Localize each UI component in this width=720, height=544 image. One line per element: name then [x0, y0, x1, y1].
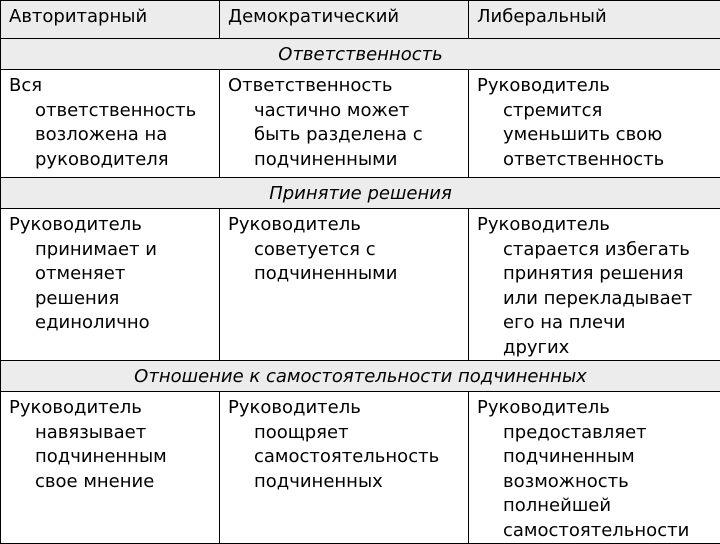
cell-text-line: единолично — [9, 311, 217, 336]
cell-text-line: навязывает — [9, 421, 217, 446]
cell-text-line: или перекладывает — [477, 287, 718, 312]
cell-text-line: подчиненными — [228, 148, 466, 173]
cell-text-line: подчиненных — [228, 470, 466, 495]
cell-text-line: подчиненными — [228, 262, 466, 287]
cell-text-line: Вся — [9, 74, 217, 99]
cell-text-line: Руководитель — [228, 213, 466, 238]
header-liberal-label: Либеральный — [469, 1, 720, 30]
cell-text-line: Руководитель — [9, 396, 217, 421]
section-title-decision: Принятие решения — [1, 178, 720, 207]
cell-text-line: подчиненным — [477, 445, 718, 470]
cell-text-line: предоставляет — [477, 421, 718, 446]
cell-text-line: Руководитель — [477, 74, 718, 99]
cell-text-line: частично может — [228, 99, 466, 124]
cell-text-line: решения — [9, 287, 217, 312]
section-row-responsibility — [1, 39, 720, 70]
cell-text-line: старается избегать — [477, 238, 718, 263]
table-row-responsibility — [1, 70, 720, 178]
section-title-independence: Отношение к самостоятельности подчиненных — [1, 361, 720, 390]
cell-text-line: самостоятельности — [477, 519, 718, 544]
cell-text-line: советуется с — [228, 238, 466, 263]
cell-text-line: Руководитель — [9, 213, 217, 238]
cell-democratic-responsibility — [220, 70, 469, 178]
header-authoritarian-label: Авторитарный — [1, 1, 219, 30]
section-title-cell — [1, 361, 720, 392]
cell-text-line: его на плечи — [477, 311, 718, 336]
cell-text-line: отменяет — [9, 262, 217, 287]
cell-text-line: поощряет — [228, 421, 466, 446]
cell-text-line: руководителя — [9, 148, 217, 173]
cell-text-line: самостоятельность — [228, 445, 466, 470]
cell-liberal-decision — [469, 209, 720, 361]
cell-democratic-decision — [220, 209, 469, 361]
cell-authoritarian-independence — [1, 392, 220, 544]
cell-text-line: возложена на — [9, 123, 217, 148]
cell-text-line: ответственность — [9, 99, 217, 124]
section-row-decision — [1, 178, 720, 209]
cell-text-line: других — [477, 336, 718, 361]
table-row-independence — [1, 392, 720, 544]
section-row-independence — [1, 361, 720, 392]
cell-text-line: Руководитель — [228, 396, 466, 421]
cell-liberal-responsibility — [469, 70, 720, 178]
cell-text-line: быть разделена с — [228, 123, 466, 148]
cell-text-line: уменьшить свою — [477, 123, 718, 148]
section-title-cell — [1, 178, 720, 209]
cell-text-line: подчиненным — [9, 445, 217, 470]
cell-authoritarian-decision — [1, 209, 220, 361]
header-democratic-label: Демократический — [220, 1, 468, 30]
header-authoritarian — [1, 1, 220, 39]
cell-text-line: полнейшей — [477, 494, 718, 519]
table-row-decision — [1, 209, 720, 361]
cell-text-line: принятия решения — [477, 262, 718, 287]
cell-text-line: возможность — [477, 470, 718, 495]
section-title-responsibility: Ответственность — [1, 39, 720, 68]
section-title-cell — [1, 39, 720, 70]
header-row — [1, 1, 720, 39]
cell-text-line: ответственность — [477, 148, 718, 173]
cell-text-line: Руководитель — [477, 396, 718, 421]
cell-text-line: свое мнение — [9, 470, 217, 495]
cell-authoritarian-responsibility — [1, 70, 220, 178]
cell-text-line: принимает и — [9, 238, 217, 263]
cell-text-line: Ответственность — [228, 74, 466, 99]
cell-democratic-independence — [220, 392, 469, 544]
header-liberal — [469, 1, 720, 39]
header-democratic — [220, 1, 469, 39]
cell-text-line: стремится — [477, 99, 718, 124]
cell-liberal-independence — [469, 392, 720, 544]
cell-text-line: Руководитель — [477, 213, 718, 238]
